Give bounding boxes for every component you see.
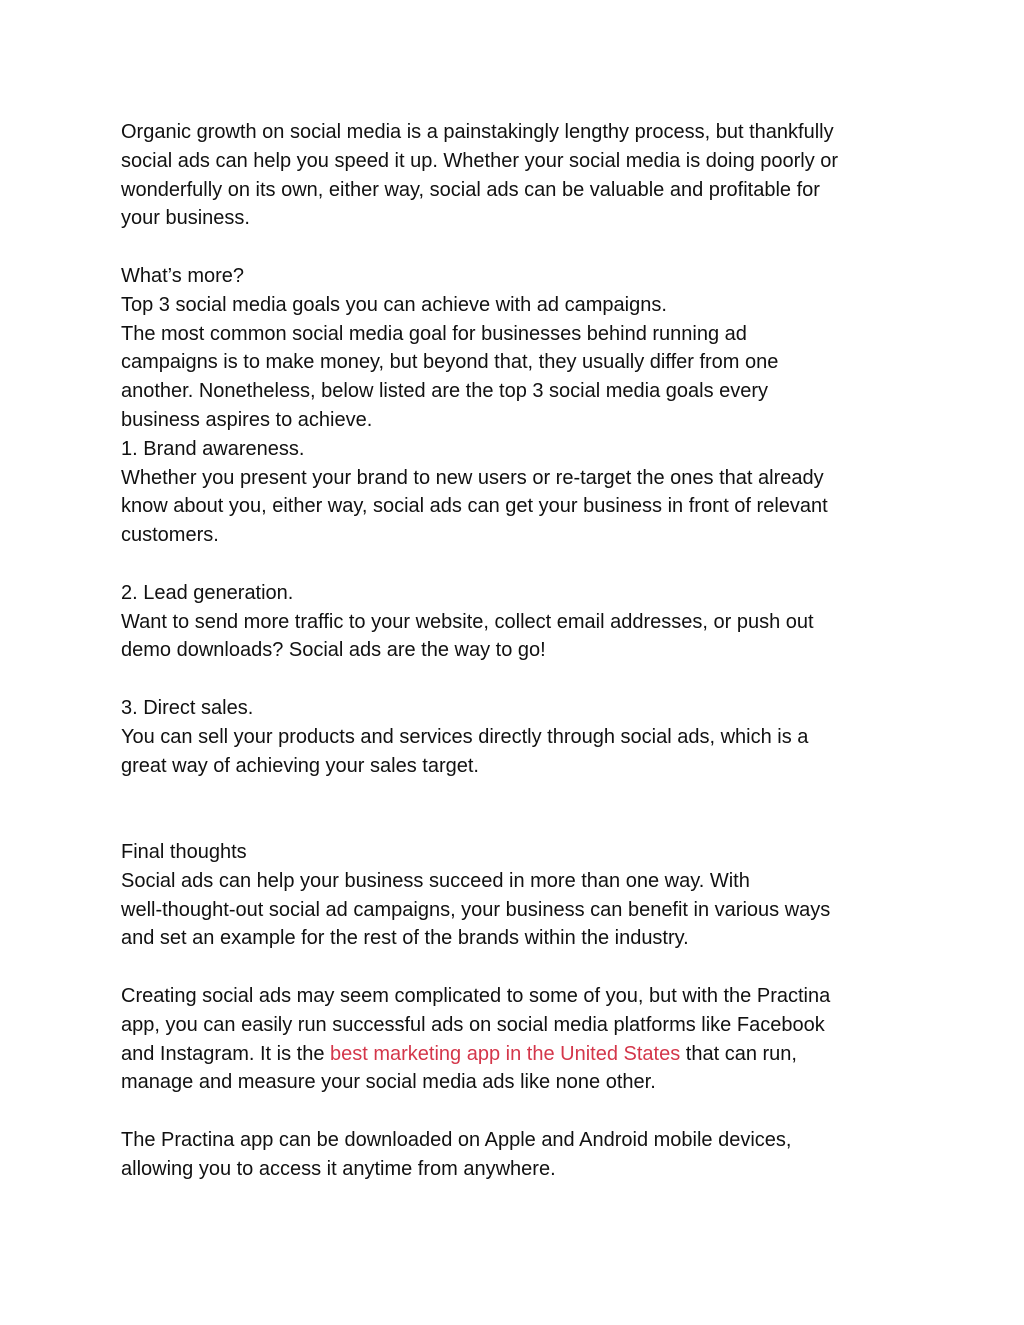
goal3-title: 3. Direct sales.: [121, 696, 254, 719]
text-line: business aspires to achieve.: [121, 408, 373, 431]
text-line: manage and measure your social media ads like none other.: [121, 1071, 656, 1094]
document-page: [121, 118, 921, 1183]
text-line: demo downloads? Social ads are the way to go!: [121, 639, 546, 662]
final-thoughts-heading: Final thoughts: [121, 840, 247, 863]
text-line: app, you can easily run successful ads on social media platforms like Facebook: [121, 1013, 825, 1036]
spacer: [121, 780, 921, 838]
spacer: [121, 665, 921, 694]
text-line: campaigns is to make money, but beyond that, they usually differ from one: [121, 351, 779, 374]
text-line: Creating social ads may seem complicated to some of you, but with the Practina: [121, 984, 831, 1007]
goals-intro-paragraph: [121, 320, 921, 435]
text-line: wonderfully on its own, either way, social ads can be valuable and profitable for: [121, 178, 820, 201]
text-line: customers.: [121, 524, 219, 547]
text-line: and set an example for the rest of the brands within the industry.: [121, 927, 689, 950]
goal3-paragraph: [121, 723, 921, 781]
spacer: [121, 550, 921, 579]
text-line: social ads can help you speed it up. Whether your social media is doing poorly or: [121, 149, 839, 172]
text-line: great way of achieving your sales target.: [121, 754, 479, 777]
text-line: Want to send more traffic to your website, collect email addresses, or push out: [121, 610, 814, 633]
text-line: You can sell your products and services directly through social ads, which is a: [121, 725, 809, 748]
text-segment: that can run,: [680, 1042, 797, 1065]
text-line: know about you, either way, social ads can get your business in front of relevant: [121, 495, 828, 518]
goals-heading: Top 3 social media goals you can achieve with ad campaigns.: [121, 293, 667, 316]
spacer: [121, 233, 921, 262]
whats-more-heading: What’s more?: [121, 264, 245, 287]
text-line: your business.: [121, 207, 250, 230]
text-segment: and Instagram. It is the: [121, 1042, 330, 1065]
text-line: another. Nonetheless, below listed are the top 3 social media goals every: [121, 380, 769, 403]
text-line: allowing you to access it anytime from anywhere.: [121, 1157, 556, 1180]
creating-ads-paragraph: [121, 982, 921, 1097]
goal2-title: 2. Lead generation.: [121, 581, 294, 604]
spacer: [121, 1097, 921, 1126]
final-thoughts-paragraph: [121, 867, 921, 953]
goal2-paragraph: [121, 608, 921, 666]
marketing-app-link[interactable]: best marketing app in the United States: [330, 1042, 681, 1065]
goal1-paragraph: [121, 464, 921, 550]
text-line: [121, 1040, 921, 1069]
text-line: Social ads can help your business succeed in more than one way. With: [121, 869, 750, 892]
text-line: The most common social media goal for businesses behind running ad: [121, 322, 747, 345]
text-line: well-thought-out social ad campaigns, your business can benefit in various ways: [121, 898, 831, 921]
text-line: The Practina app can be downloaded on Apple and Android mobile devices,: [121, 1128, 792, 1151]
spacer: [121, 953, 921, 982]
closing-paragraph: [121, 1126, 921, 1184]
intro-paragraph: [121, 118, 921, 233]
goal1-title: 1. Brand awareness.: [121, 437, 305, 460]
text-line: Whether you present your brand to new users or re-target the ones that already: [121, 466, 824, 489]
text-line: Organic growth on social media is a painstakingly lengthy process, but thankfully: [121, 121, 834, 143]
